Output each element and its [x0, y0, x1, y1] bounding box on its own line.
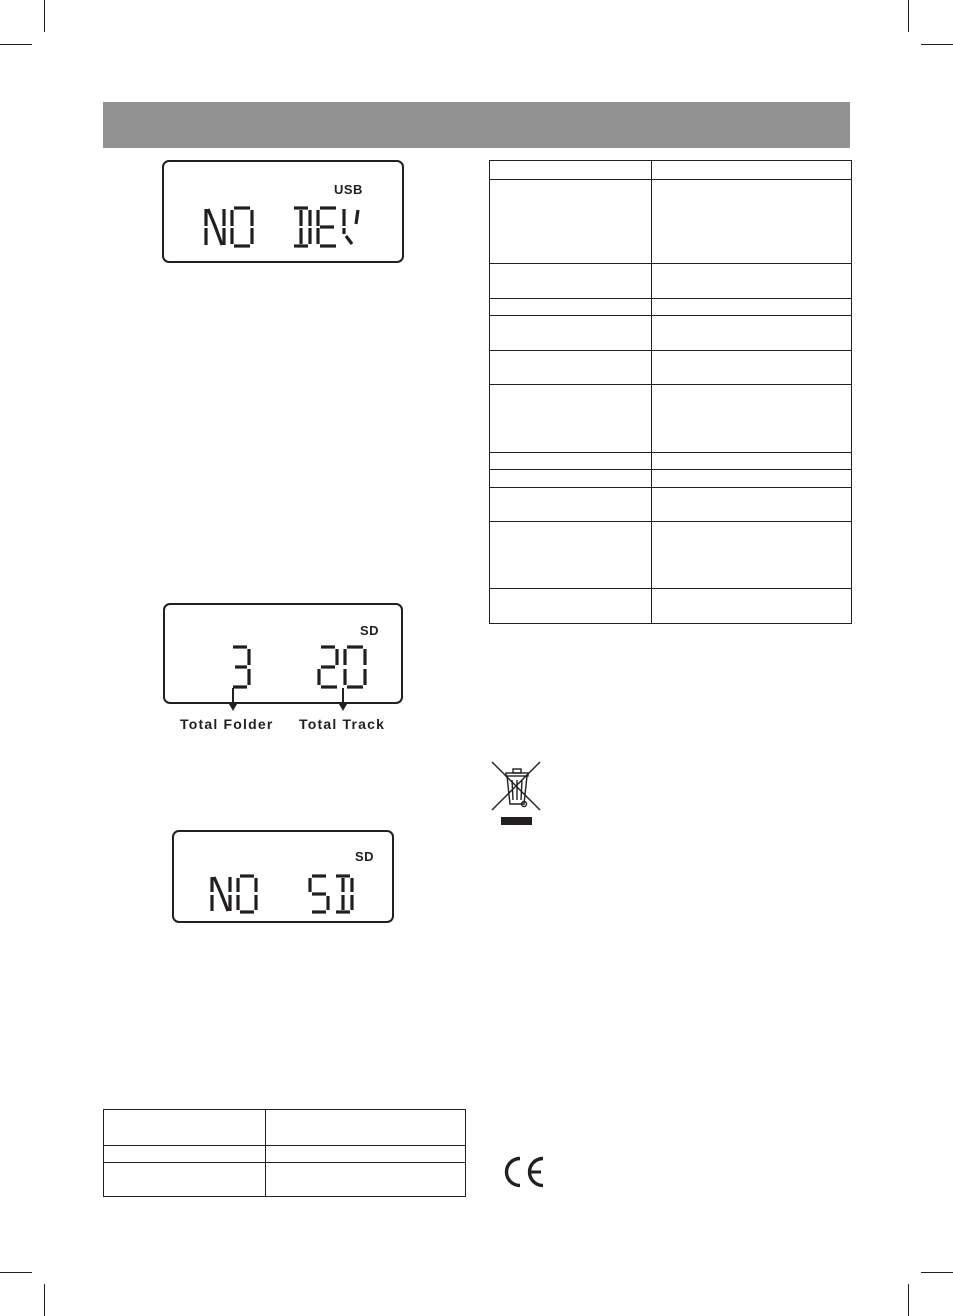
- table-cell: [652, 264, 852, 299]
- right-table: [489, 160, 852, 624]
- sd-count-lcd-display: [163, 603, 403, 704]
- crop-mark-top-left-h: [0, 44, 32, 45]
- crossed-out-wheelie-bin-icon: [490, 760, 544, 826]
- crop-mark-top-right-v: [908, 0, 909, 32]
- table-cell: [652, 316, 852, 351]
- total-track-label: Total Track: [299, 716, 386, 732]
- total-folder-label: Total Folder: [180, 716, 274, 732]
- table-cell: [652, 180, 852, 264]
- table-cell: [652, 453, 852, 470]
- table-cell: [490, 351, 652, 385]
- table-cell: [266, 1146, 466, 1163]
- usb-lcd-display: [162, 160, 404, 263]
- table-cell: [490, 161, 652, 180]
- table-row: [490, 264, 852, 299]
- table-row: [104, 1163, 466, 1197]
- folder-arrow-head: [229, 704, 237, 711]
- table-row: [490, 385, 852, 453]
- table-cell: [652, 351, 852, 385]
- usb-segment-readout: [204, 206, 374, 248]
- crop-mark-top-left-v: [44, 0, 45, 32]
- table-cell: [652, 161, 852, 180]
- bottom-table: [103, 1109, 466, 1197]
- table-row: [104, 1146, 466, 1163]
- crop-mark-top-right-h: [921, 44, 953, 45]
- no-sd-lcd-display: [172, 830, 394, 923]
- crop-mark-bottom-right-h: [921, 1272, 953, 1273]
- sd-count-tag-label: SD: [360, 623, 380, 638]
- table-cell: [104, 1163, 266, 1197]
- table-cell: [490, 316, 652, 351]
- table-cell: [266, 1110, 466, 1146]
- table-row: [490, 161, 852, 180]
- table-cell: [652, 522, 852, 589]
- table-cell: [652, 299, 852, 316]
- table-row: [490, 351, 852, 385]
- table-cell: [652, 470, 852, 488]
- table-row: [490, 470, 852, 488]
- table-row: [490, 522, 852, 589]
- table-cell: [490, 522, 652, 589]
- ce-mark-icon: [499, 1155, 547, 1189]
- table-cell: [652, 589, 852, 624]
- crop-mark-bottom-left-v: [44, 1284, 45, 1316]
- table-cell: [652, 488, 852, 522]
- table-cell: [652, 385, 852, 453]
- table-cell: [104, 1146, 266, 1163]
- table-cell: [490, 385, 652, 453]
- table-row: [490, 180, 852, 264]
- table-cell: [490, 488, 652, 522]
- table-cell: [104, 1110, 266, 1146]
- table-row: [490, 589, 852, 624]
- table-cell: [490, 470, 652, 488]
- no-sd-tag-label: SD: [355, 849, 375, 864]
- table-row: [490, 316, 852, 351]
- crop-mark-bottom-left-h: [0, 1272, 32, 1273]
- table-cell: [490, 453, 652, 470]
- section-header-bar: [103, 102, 850, 148]
- table-cell: [490, 589, 652, 624]
- table-cell: [490, 264, 652, 299]
- table-row: [490, 488, 852, 522]
- table-row: [490, 453, 852, 470]
- table-row: [490, 299, 852, 316]
- usb-tag-label: USB: [334, 182, 363, 197]
- table-cell: [490, 299, 652, 316]
- sd-count-segment-readout: [225, 645, 375, 690]
- table-cell: [266, 1163, 466, 1197]
- no-sd-segment-readout: [210, 874, 370, 914]
- crop-mark-bottom-right-v: [908, 1284, 909, 1316]
- table-row: [104, 1110, 466, 1146]
- track-arrow-head: [339, 704, 347, 711]
- table-cell: [490, 180, 652, 264]
